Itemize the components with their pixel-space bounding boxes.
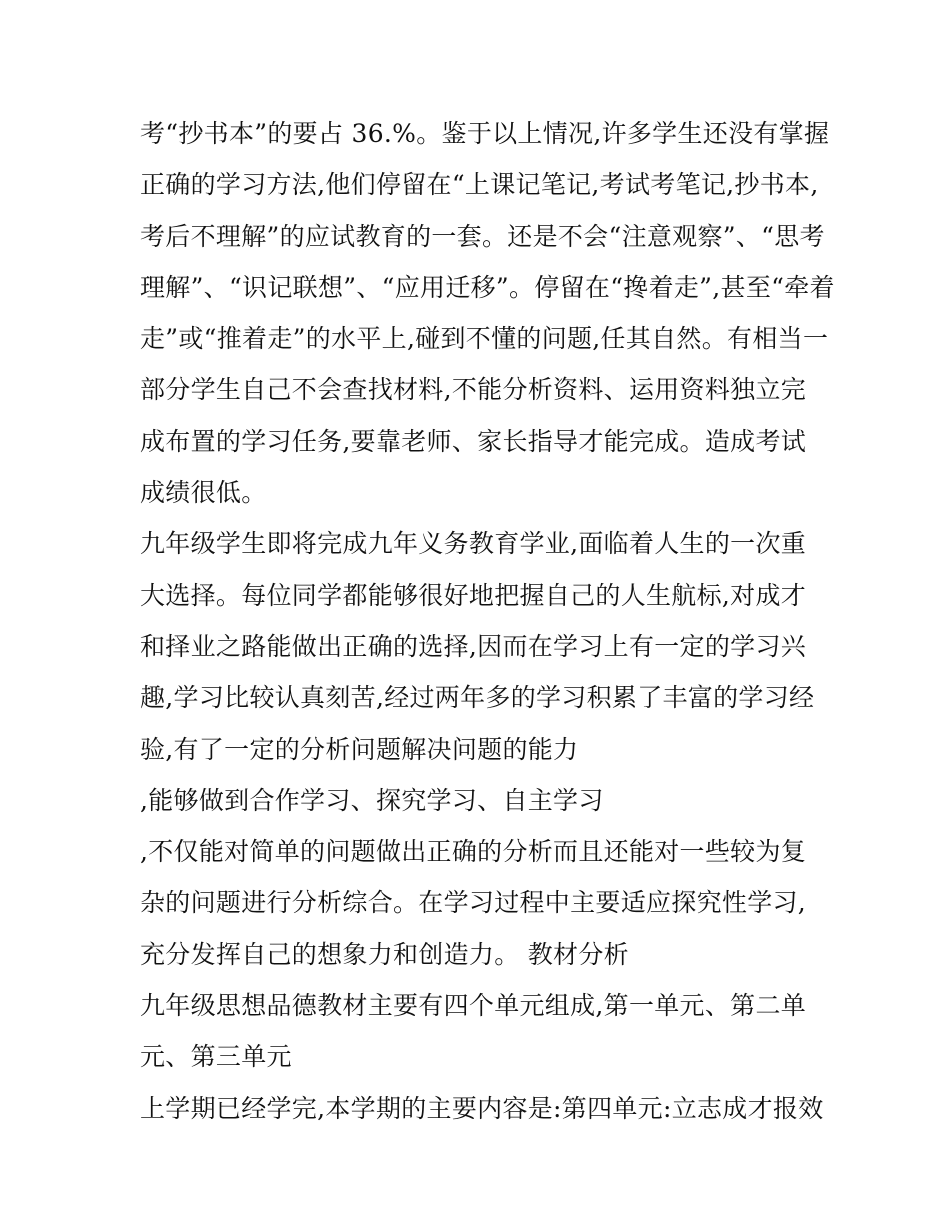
text-line: 考“抄书本”的要占 36.%。鉴于以上情况,许多学生还没有掌握 — [140, 119, 830, 148]
text-line: 理解”、“识记联想”、“应用迁移”。停留在“搀着走”,甚至“牵着 — [140, 272, 835, 302]
text-line: 九年级思想品德教材主要有四个单元组成,第一单元、第二单 — [140, 991, 807, 1021]
text-line: ,不仅能对简单的问题做出正确的分析而且还能对一些较为复 — [140, 837, 807, 867]
text-line: 大选择。每位同学都能够很好地把握自己的人生航标,对成才 — [140, 580, 807, 610]
text-line: 上学期已经学完,本学期的主要内容是:第四单元:立志成才报效 — [140, 1093, 824, 1123]
text-line: 成布置的学习任务,要靠老师、家长指导才能完成。造成考试 — [140, 426, 807, 456]
text-line: 杂的问题进行分析综合。在学习过程中主要适应探究性学习, — [140, 888, 807, 918]
text-line: 走”或“推着走”的水平上,碰到不懂的问题,任其自然。有相当一 — [140, 324, 829, 354]
text-line: 趣,学习比较认真刻苦,经过两年多的学习积累了丰富的学习经 — [140, 683, 815, 713]
text-line: 成绩很低。 — [140, 478, 267, 508]
body-text — [140, 108, 835, 1134]
text-line: 和择业之路能做出正确的选择,因而在学习上有一定的学习兴 — [140, 631, 807, 661]
text-line: 考后不理解”的应试教育的一套。还是不会“注意观察”、“思考 — [140, 221, 825, 251]
text-line: ,能够做到合作学习、探究学习、自主学习 — [140, 785, 604, 815]
text-line: 部分学生自己不会查找材料,不能分析资料、运用资料独立完 — [140, 375, 807, 405]
text-line: 正确的学习方法,他们停留在“上课记笔记,考试考笔记,抄书本, — [140, 170, 819, 200]
text-line: 充分发挥自己的想象力和创造力。 教材分析 — [140, 939, 629, 969]
text-line: 九年级学生即将完成九年义务教育学业,面临着人生的一次重 — [140, 529, 807, 559]
text-line: 元、第三单元 — [140, 1042, 292, 1072]
text-line: 验,有了一定的分析问题解决问题的能力 — [140, 734, 579, 764]
